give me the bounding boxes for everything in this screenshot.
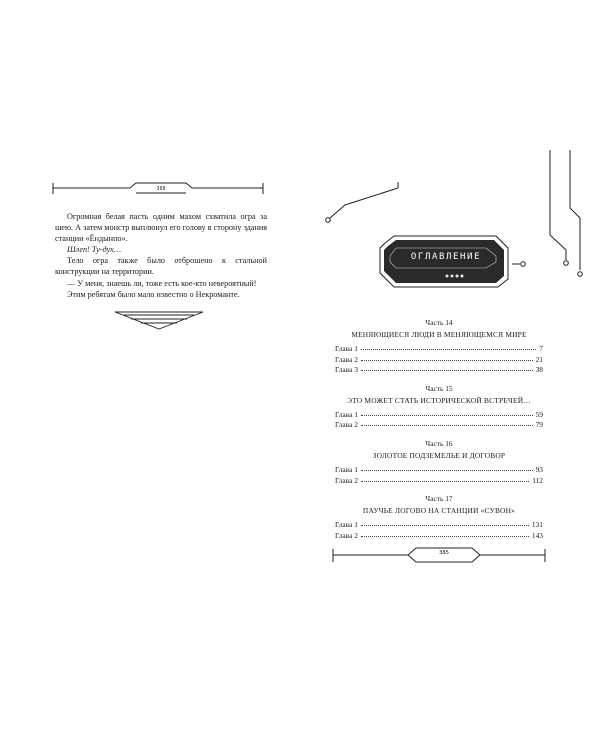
part-label: Часть 14 — [425, 318, 453, 327]
part-title: ЗОЛОТОЕ ПОДЗЕМЕЛЬЕ И ДОГОВОР — [372, 450, 506, 460]
chapter-label: Глава 1 — [335, 409, 358, 419]
chapter-page: 7 — [539, 344, 543, 353]
story-paragraph: Этим ребятам было мало известно о Некроманте. — [67, 289, 240, 299]
chapter-page: 79 — [535, 420, 543, 430]
chapter-page: 93 — [535, 464, 543, 474]
chapter-label: Глава 2 — [335, 530, 358, 540]
header-page-number: 388 — [156, 186, 166, 192]
chapter-label: Глава 1 — [335, 520, 358, 530]
footer-page-number: 385 — [439, 550, 449, 556]
chapter-page: 131 — [531, 520, 543, 530]
chapter-label: Глава 3 — [335, 365, 358, 375]
toc-title: ОГЛАВЛЕНИЕ — [410, 252, 482, 262]
chapter-page: 143 — [531, 530, 543, 540]
chapter-page: 38 — [535, 365, 543, 375]
chapter-label: Глава 1 — [335, 344, 358, 353]
chapter-label: Глава 1 — [335, 464, 358, 474]
part-label: Часть 15 — [425, 383, 453, 393]
part-label: Часть 17 — [425, 494, 453, 504]
part-title: ПАУЧЬЕ ЛОГОВО НА СТАНЦИИ «СУВОН» — [362, 506, 516, 516]
chapter-label: Глава 2 — [335, 420, 358, 430]
chapter-label: Глава 2 — [335, 354, 358, 364]
part-label: Часть 16 — [425, 438, 453, 448]
chapter-page: 112 — [532, 475, 543, 485]
chapter-page: 59 — [535, 409, 543, 419]
story-paragraph: Тело огра также было отброшено к стальной конструкции на территории. — [55, 256, 267, 277]
part-title: ЭТО МОЖЕТ СТАТЬ ИСТОРИЧЕСКОЙ ВСТРЕЧЕЙ… — [347, 395, 531, 405]
part-title: МЕНЯЮЩИЕСЯ ЛЮДИ В МЕНЯЮЩЕМСЯ МИРЕ — [351, 330, 527, 339]
chapter-page: 21 — [535, 354, 543, 364]
story-paragraph: Шлеп! Ту-дух… — [67, 245, 122, 255]
story-paragraph: Огромная белая пасть одним махом схватила огра за шею. А затем монстр выплюнул его голову в сторону здания станции «Ёндынпо». — [55, 212, 267, 244]
chapter-label: Глава 2 — [335, 475, 358, 485]
story-paragraph: — У меня, знаешь ли, тоже есть кое-кто невероятный! — [67, 278, 257, 288]
